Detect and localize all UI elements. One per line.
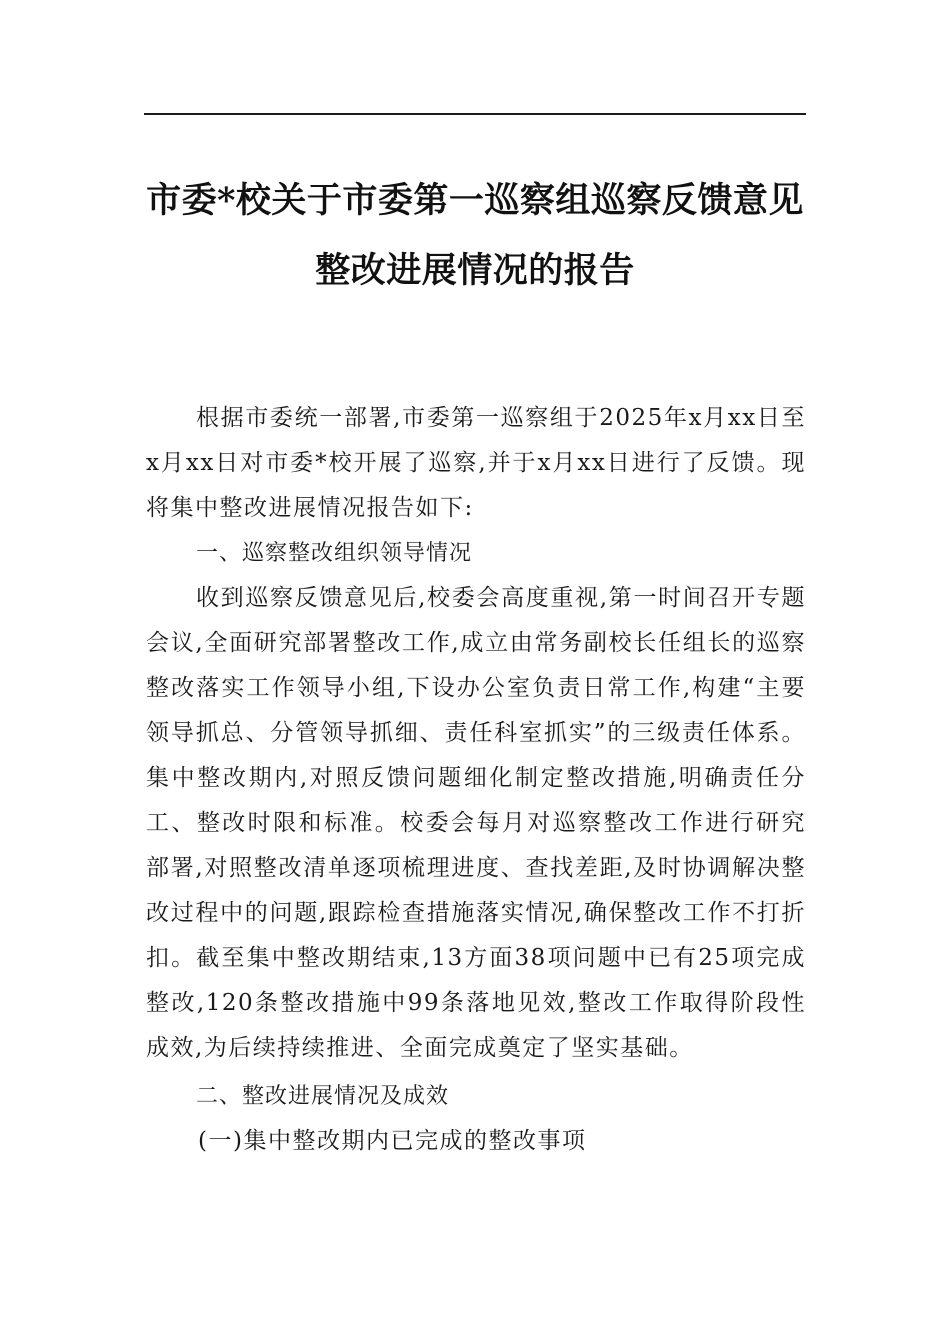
document-body [146, 396, 806, 1164]
section-1-heading: 一、巡察整改组织领导情况 [196, 541, 473, 566]
title-line-1: 市委*校关于市委第一巡察组巡察反馈意见 [146, 180, 804, 221]
intro-paragraph: 根据市委统一部署,市委第一巡察组于2025年x月xx日至x月xx日对市委*校开展了巡察,并于x月xx日进行了反馈。现将集中整改进展情况报告如下: [146, 405, 806, 521]
section-2-heading: 二、整改进展情况及成效 [196, 1084, 450, 1109]
section-2-subheading: (一)集中整改期内已完成的整改事项 [198, 1128, 587, 1154]
section-1-paragraph: 收到巡察反馈意见后,校委会高度重视,第一时间召开专题会议,全面研究部署整改工作,成立由常务副校长任组长的巡察整改落实工作领导小组,下设办公室负责日常工作,构建“主要领导抓总、分管领导抓细、责任科室抓实”的三级责任体系。集中整改期内,对照反馈问题细化制定整改措施,明确责任分工、整改时限和标准。校委会每月对巡察整改工作进行研究部署,对照整改清单逐项梳理进度、查找差距,及时协调解决整改过程中的问题,跟踪检查措施落实情况,确保整改工作不打折扣。截至集中整改期结束,13方面38项问题中已有25项完成整改,120条整改措施中99条落地见效,整改工作取得阶段性成效,为后续持续推进、全面完成奠定了坚实基础。 [146, 585, 806, 1061]
title-line-2: 整改进展情况的报告 [315, 250, 635, 291]
header-rule [144, 113, 806, 115]
document-title [144, 166, 806, 306]
